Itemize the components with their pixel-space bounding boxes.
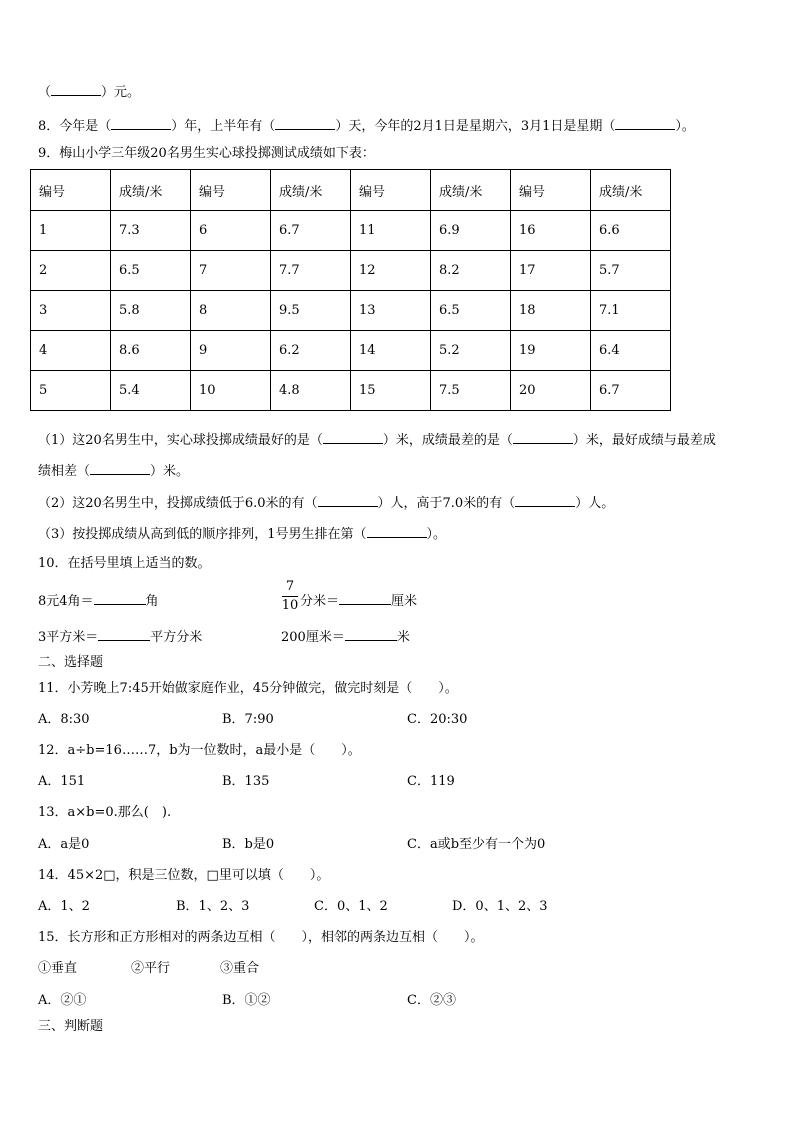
table-cell: 6.2 <box>271 331 351 371</box>
q11-option-c[interactable]: C．20:30 <box>407 712 468 727</box>
fraction-7-10: 7 10 <box>281 579 299 613</box>
q15-option-a[interactable]: A．②① <box>38 993 87 1008</box>
q11-option-b[interactable]: B．7:90 <box>222 712 274 727</box>
table-row <box>31 251 671 291</box>
table-cell: 6.7 <box>591 371 671 411</box>
q14-option-d[interactable]: D．0、1、2、3 <box>452 899 548 914</box>
question-11: 11．小芳晚上7:45开始做家庭作业，45分钟做完，做完时刻是（ ）。 <box>38 681 458 696</box>
table-cell: 13 <box>351 291 431 331</box>
q10-item-a: 8元4角＝ 角 <box>38 591 159 611</box>
question-8: 8．今年是（ ）年，上半年有（ ）天，今年的2月1日是星期六，3月1日是星期（ ）。 <box>38 116 695 136</box>
q10-blank-a[interactable] <box>94 591 146 605</box>
table-cell: 7 <box>191 251 271 291</box>
table-row <box>31 211 671 251</box>
q13-option-a[interactable]: A．a是0 <box>38 837 90 852</box>
q9-blank-diff[interactable] <box>90 461 150 475</box>
table-header-cell: 编号 <box>511 170 591 211</box>
table-cell: 6.5 <box>111 251 191 291</box>
table-cell: 18 <box>511 291 591 331</box>
table-cell: 17 <box>511 251 591 291</box>
q11-option-a[interactable]: A．8:30 <box>38 712 90 727</box>
q15-choice-3: ③重合 <box>220 961 260 976</box>
q9-blank-above7[interactable] <box>515 493 575 507</box>
table-cell: 8.2 <box>431 251 511 291</box>
question-15: 15．长方形和正方形相对的两条边互相（ ），相邻的两条边互相（ ）。 <box>38 930 484 945</box>
fraction-bar <box>282 596 298 597</box>
q12-option-c[interactable]: C．119 <box>407 774 455 789</box>
table-cell: 6 <box>191 211 271 251</box>
table-cell: 5 <box>31 371 111 411</box>
q9-sub1-line1: （1）这20名男生中，实心球投掷成绩最好的是（ ）米，成绩最差的是（ ）米，最好成绩与最差成 <box>38 430 716 450</box>
table-cell: 2 <box>31 251 111 291</box>
table-cell: 5.2 <box>431 331 511 371</box>
table-cell: 9 <box>191 331 271 371</box>
q7-tail: （ ）元。 <box>38 82 140 102</box>
q9-sub2: （2）这20名男生中，投掷成绩低于6.0米的有（ ）人，高于7.0米的有（ ）人。 <box>38 493 614 513</box>
section-3-heading: 三、判断题 <box>38 1019 104 1034</box>
table-cell: 6.9 <box>431 211 511 251</box>
table-cell: 5.8 <box>111 291 191 331</box>
table-cell: 16 <box>511 211 591 251</box>
table-cell: 1 <box>31 211 111 251</box>
scores-table <box>30 169 671 411</box>
q15-option-c[interactable]: C．②③ <box>407 993 456 1008</box>
table-cell: 7.7 <box>271 251 351 291</box>
q10-item-d: 200厘米＝ 米 <box>281 627 410 647</box>
table-cell: 6.5 <box>431 291 511 331</box>
table-cell: 7.5 <box>431 371 511 411</box>
table-cell: 4.8 <box>271 371 351 411</box>
table-cell: 11 <box>351 211 431 251</box>
table-cell: 20 <box>511 371 591 411</box>
table-cell: 6.6 <box>591 211 671 251</box>
table-row <box>31 371 671 411</box>
q10-blank-c[interactable] <box>98 627 150 641</box>
q13-option-b[interactable]: B．b是0 <box>222 837 275 852</box>
table-cell: 7.1 <box>591 291 671 331</box>
table-cell: 10 <box>191 371 271 411</box>
q9-blank-best[interactable] <box>323 430 383 444</box>
question-12: 12．a÷b=16……7，b为一位数时，a最小是（ ）。 <box>38 743 361 758</box>
table-cell: 5.4 <box>111 371 191 411</box>
question-10-title: 10．在括号里填上适当的数。 <box>38 556 211 571</box>
q8-blank-year[interactable] <box>111 116 171 130</box>
q12-option-a[interactable]: A．151 <box>38 774 86 789</box>
q9-blank-worst[interactable] <box>513 430 573 444</box>
q15-option-b[interactable]: B．①② <box>222 993 271 1008</box>
q8-blank-days[interactable] <box>275 116 335 130</box>
table-header-cell: 编号 <box>31 170 111 211</box>
table-cell: 14 <box>351 331 431 371</box>
table-cell: 9.5 <box>271 291 351 331</box>
q14-option-b[interactable]: B．1、2、3 <box>176 899 250 914</box>
table-cell: 12 <box>351 251 431 291</box>
q9-sub3: （3）按投掷成绩从高到低的顺序排列，1号男生排在第（ ）。 <box>38 524 446 544</box>
question-9-title: 9．梅山小学三年级20名男生实心球投掷测试成绩如下表： <box>38 146 375 161</box>
table-cell: 19 <box>511 331 591 371</box>
table-cell: 5.7 <box>591 251 671 291</box>
table-cell: 8.6 <box>111 331 191 371</box>
table-cell: 3 <box>31 291 111 331</box>
table-header-cell: 编号 <box>351 170 431 211</box>
table-cell: 7.3 <box>111 211 191 251</box>
table-header-cell: 成绩/米 <box>111 170 191 211</box>
table-cell: 4 <box>31 331 111 371</box>
q10-item-b: 分米＝ 厘米 <box>300 591 417 611</box>
q7-answer-blank[interactable] <box>51 82 101 96</box>
question-13: 13．a×b=0.那么( ). <box>38 805 172 820</box>
q13-option-c[interactable]: C．a或b至少有一个为0 <box>407 837 546 852</box>
table-header-cell: 成绩/米 <box>271 170 351 211</box>
q8-blank-weekday[interactable] <box>615 116 675 130</box>
section-2-heading: 二、选择题 <box>38 655 104 670</box>
table-cell: 6.4 <box>591 331 671 371</box>
q9-sub1-line2: 绩相差（ ）米。 <box>38 461 189 481</box>
q10-item-c: 3平方米＝ 平方分米 <box>38 627 202 647</box>
table-header-row <box>31 170 671 211</box>
q12-option-b[interactable]: B．135 <box>222 774 270 789</box>
q9-blank-rank[interactable] <box>367 524 427 538</box>
q10-blank-d[interactable] <box>345 627 397 641</box>
question-14: 14．45×2□，积是三位数，□里可以填（ ）。 <box>38 868 330 883</box>
q14-option-c[interactable]: C．0、1、2 <box>314 899 388 914</box>
table-header-cell: 成绩/米 <box>431 170 511 211</box>
table-cell: 8 <box>191 291 271 331</box>
table-header-cell: 编号 <box>191 170 271 211</box>
table-cell: 6.7 <box>271 211 351 251</box>
q9-blank-below6[interactable] <box>318 493 378 507</box>
table-row <box>31 291 671 331</box>
table-cell: 15 <box>351 371 431 411</box>
table-row <box>31 331 671 371</box>
q14-option-a[interactable]: A．1、2 <box>38 899 90 914</box>
q15-choice-2: ②平行 <box>131 961 171 976</box>
table-header-cell: 成绩/米 <box>591 170 671 211</box>
q15-choice-1: ①垂直 <box>38 961 78 976</box>
q10-blank-b[interactable] <box>339 591 391 605</box>
